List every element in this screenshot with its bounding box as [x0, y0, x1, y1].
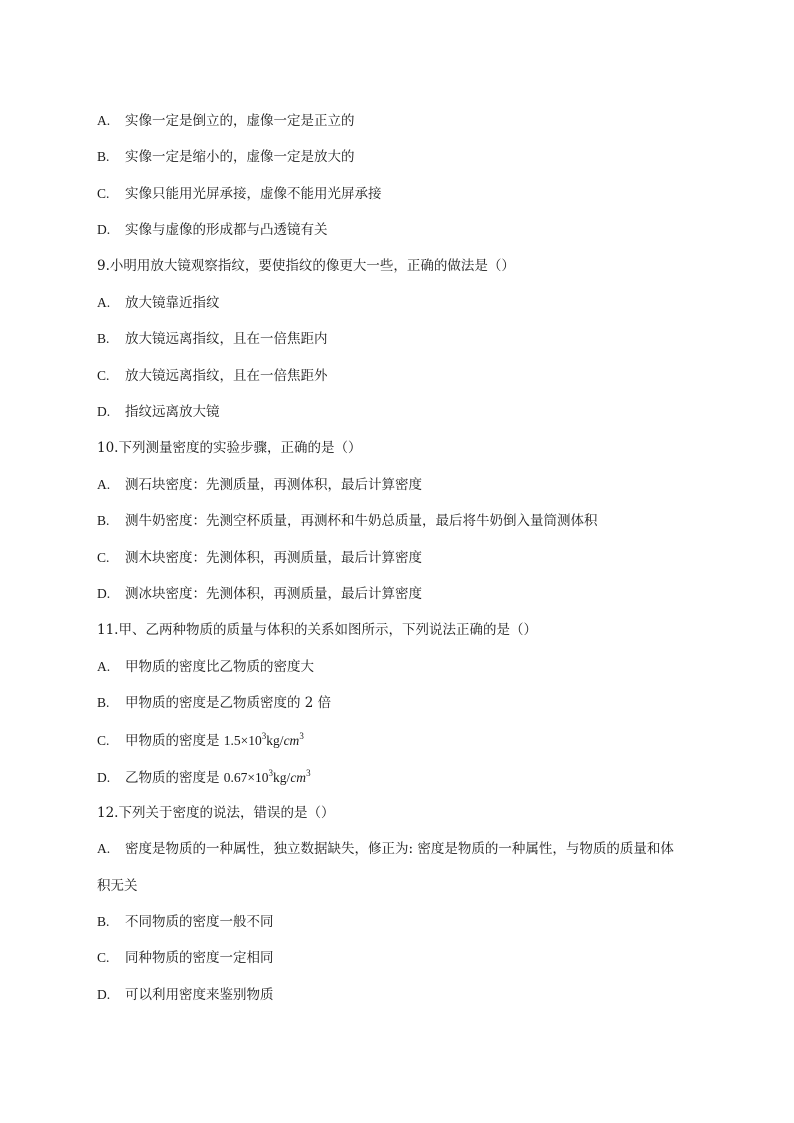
option-text: 放大镜远离指纹，且在一倍焦距内 — [125, 331, 328, 347]
q10-option-d — [97, 585, 422, 603]
option-text: 测木块密度：先测体积，再测质量，最后计算密度 — [125, 550, 422, 566]
option-letter: C. — [97, 733, 110, 748]
density-unit: kg/ — [273, 770, 291, 785]
density-exponent: 3 — [261, 730, 267, 741]
q9-option-d — [97, 403, 220, 421]
density-exponent: 3 — [268, 767, 274, 778]
q9-stem: 9.小明用放大镜观察指纹，要使指纹的像更大一些，正确的做法是（） — [97, 258, 515, 274]
option-text: 甲物质的密度是乙物质密度的 2 倍 — [125, 695, 332, 711]
option-text: 测石块密度：先测质量，再测体积，最后计算密度 — [125, 477, 422, 493]
option-text: 指纹远离放大镜 — [125, 404, 220, 420]
option-letter: A. — [97, 477, 111, 492]
option-text: 不同物质的密度一般不同 — [125, 914, 274, 930]
q10-option-c — [97, 549, 422, 567]
density-mantissa: 1.5×10 — [223, 733, 262, 748]
option-text: 实像只能用光屏承接，虚像不能用光屏承接 — [125, 186, 382, 202]
option-text: 可以利用密度来鉴别物质 — [125, 987, 274, 1003]
q12-option-c — [97, 949, 274, 967]
option-text: 实像一定是缩小的，虚像一定是放大的 — [125, 149, 355, 165]
q10-option-b — [97, 512, 598, 530]
density-unit-cm: cm — [290, 770, 307, 785]
option-text: 实像一定是倒立的，虚像一定是正立的 — [125, 113, 355, 129]
q9-option-a — [97, 294, 220, 312]
option-text: 甲物质的密度比乙物质的密度大 — [125, 659, 314, 675]
option-text: 测冰块密度：先测体积，再测质量，最后计算密度 — [125, 586, 422, 602]
density-unit-exponent: 3 — [306, 767, 311, 778]
q11-option-d — [97, 769, 311, 787]
option-text: 实像与虚像的形成都与凸透镜有关 — [125, 222, 328, 238]
q11-option-c — [97, 732, 304, 750]
option-letter: D. — [97, 222, 111, 237]
q11-option-b — [97, 694, 331, 712]
option-letter: B. — [97, 695, 110, 710]
option-letter: C. — [97, 368, 110, 383]
option-letter: D. — [97, 770, 111, 785]
density-unit: kg/ — [266, 733, 284, 748]
option-text: 乙物质的密度是 — [125, 770, 224, 786]
option-letter: D. — [97, 404, 111, 419]
option-text: 放大镜远离指纹，且在一倍焦距外 — [125, 368, 328, 384]
option-text: 测牛奶密度：先测空杯质量，再测杯和牛奶总质量，最后将牛奶倒入量筒测体积 — [125, 513, 598, 529]
option-text: 同种物质的密度一定相同 — [125, 950, 274, 966]
option-letter: C. — [97, 186, 110, 201]
option-letter: A. — [97, 113, 111, 128]
q12-option-b — [97, 913, 274, 931]
q8-option-d — [97, 221, 328, 239]
option-text: 甲物质的密度是 — [125, 733, 224, 749]
option-letter: B. — [97, 149, 110, 164]
option-letter: C. — [97, 550, 110, 565]
q9-option-b — [97, 330, 328, 348]
density-unit-exponent: 3 — [299, 730, 304, 741]
q11-option-a — [97, 658, 314, 676]
option-letter: A. — [97, 841, 111, 856]
q8-option-c — [97, 185, 382, 203]
option-letter: B. — [97, 331, 110, 346]
option-text: 密度是物质的一种属性，独立数据缺失，修正为: 密度是物质的一种属性，与物质的质量和体 — [125, 841, 674, 857]
option-letter: B. — [97, 513, 110, 528]
option-letter: C. — [97, 950, 110, 965]
option-letter: A. — [97, 295, 111, 310]
option-text: 放大镜靠近指纹 — [125, 295, 220, 311]
density-mantissa: 0.67×10 — [223, 770, 269, 785]
q12-option-a — [97, 840, 674, 858]
option-letter: D. — [97, 586, 111, 601]
option-letter: A. — [97, 659, 111, 674]
q11-stem: 11.甲、乙两种物质的质量与体积的关系如图所示，下列说法正确的是（） — [97, 622, 537, 638]
q12-option-d — [97, 986, 274, 1004]
q10-option-a — [97, 476, 422, 494]
option-letter: B. — [97, 914, 110, 929]
q12-stem: 12.下列关于密度的说法，错误的是（） — [97, 805, 335, 821]
q12-option-a-continuation: 积无关 — [97, 878, 138, 894]
option-letter: D. — [97, 987, 111, 1002]
q8-option-a — [97, 112, 355, 130]
density-unit-cm: cm — [283, 733, 300, 748]
q9-option-c — [97, 367, 328, 385]
q10-stem: 10.下列测量密度的实验步骤，正确的是（） — [97, 440, 362, 456]
q8-option-b — [97, 148, 355, 166]
